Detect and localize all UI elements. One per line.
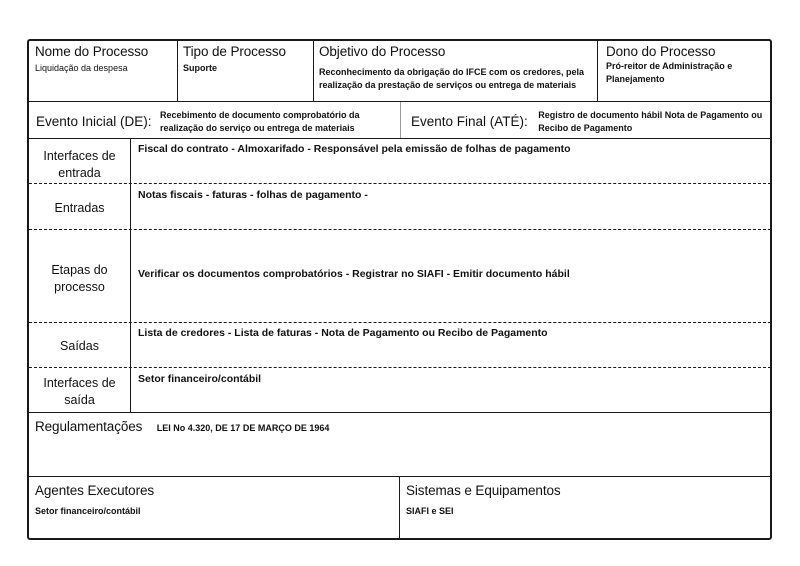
row-value-entradas: Notas fiscais - faturas - folhas de pagamento - (138, 189, 368, 201)
evento-inicial-value-line2: realização do serviço ou entrega de materiais (160, 122, 355, 133)
divider (177, 39, 178, 101)
row-label-etapas (29, 262, 130, 296)
objetivo-processo-title: Objetivo do Processo (319, 44, 446, 59)
row-value-etapas: Verificar os documentos comprobatórios - Registrar no SIAFI - Emitir documento hábil (138, 268, 570, 280)
dono-processo-value-line2: Planejamento (606, 73, 665, 84)
divider (27, 412, 772, 413)
evento-final-value-line2: Recibo de Pagamento (538, 122, 633, 133)
nome-processo-value: Liquidação da despesa (35, 63, 128, 73)
tipo-processo-value: Suporte (183, 63, 218, 73)
evento-final-label: Evento Final (ATÉ): (411, 114, 528, 129)
evento-final-value-line1: Registro de documento hábil Nota de Pagamento ou (538, 110, 763, 120)
row-label-line2: entrada (58, 166, 101, 180)
nome-processo-title: Nome do Processo (35, 44, 149, 59)
dashed-divider (29, 367, 771, 368)
dashed-divider (29, 183, 771, 184)
objetivo-processo-value-line2: realização da prestação de serviços ou entrega de materiais (319, 79, 577, 90)
agentes-cell (35, 483, 395, 518)
evento-inicial-cell (36, 109, 360, 134)
dashed-divider (29, 229, 771, 230)
nome-processo-cell (35, 44, 175, 75)
sistemas-title: Sistemas e Equipamentos (406, 483, 561, 498)
divider (313, 39, 314, 101)
row-label-interfaces-entrada (29, 148, 130, 182)
evento-inicial-value-line1: Recebimento de documento comprobatório da (160, 110, 360, 120)
row-label-line2: saída (64, 393, 95, 407)
row-value-saidas: Lista de credores - Lista de faturas - Nota de Pagamento ou Recibo de Pagamento (138, 327, 548, 339)
row-label-line2: processo (54, 280, 105, 294)
row-label-line1: Entradas (54, 201, 105, 215)
agentes-title: Agentes Executores (35, 483, 155, 498)
regulamentacoes-title: Regulamentações (35, 419, 143, 434)
row-label-saidas (29, 338, 130, 355)
row-label-line1: Saídas (60, 339, 99, 353)
row-value-interfaces-saida: Setor financeiro/contábil (138, 373, 262, 385)
objetivo-processo-cell (319, 44, 595, 91)
dashed-divider (29, 322, 771, 323)
dono-processo-cell (606, 44, 768, 85)
row-label-line1: Etapas do (51, 263, 108, 277)
divider (399, 476, 400, 540)
row-value-interfaces-entrada: Fiscal do contrato - Almoxarifado - Responsável pela emissão de folhas de pagamento (138, 143, 571, 155)
regulamentacoes-value: LEI No 4.320, DE 17 DE MARÇO DE 1964 (156, 423, 330, 433)
tipo-processo-title: Tipo de Processo (183, 44, 286, 59)
row-label-interfaces-saida (29, 375, 130, 409)
dono-processo-value-line1: Pró-reitor de Administração e (606, 61, 733, 71)
objetivo-processo-value-line1: Reconhecimento da obrigação do IFCE com os credores, pela (319, 67, 585, 77)
agentes-value: Setor financeiro/contábil (35, 506, 141, 516)
evento-final-cell (411, 109, 762, 134)
sistemas-cell (406, 483, 766, 518)
row-label-line1: Interfaces de (43, 149, 116, 163)
dono-processo-title: Dono do Processo (606, 44, 716, 59)
row-label-entradas (29, 200, 130, 217)
row-label-line1: Interfaces de (43, 376, 116, 390)
divider (597, 39, 598, 101)
divider (130, 138, 131, 412)
divider (400, 102, 401, 138)
sistemas-value: SIAFI e SEI (406, 506, 454, 516)
regulamentacoes-cell (35, 418, 329, 436)
divider (27, 138, 772, 139)
tipo-processo-cell (183, 44, 311, 75)
evento-inicial-label: Evento Inicial (DE): (36, 114, 152, 129)
